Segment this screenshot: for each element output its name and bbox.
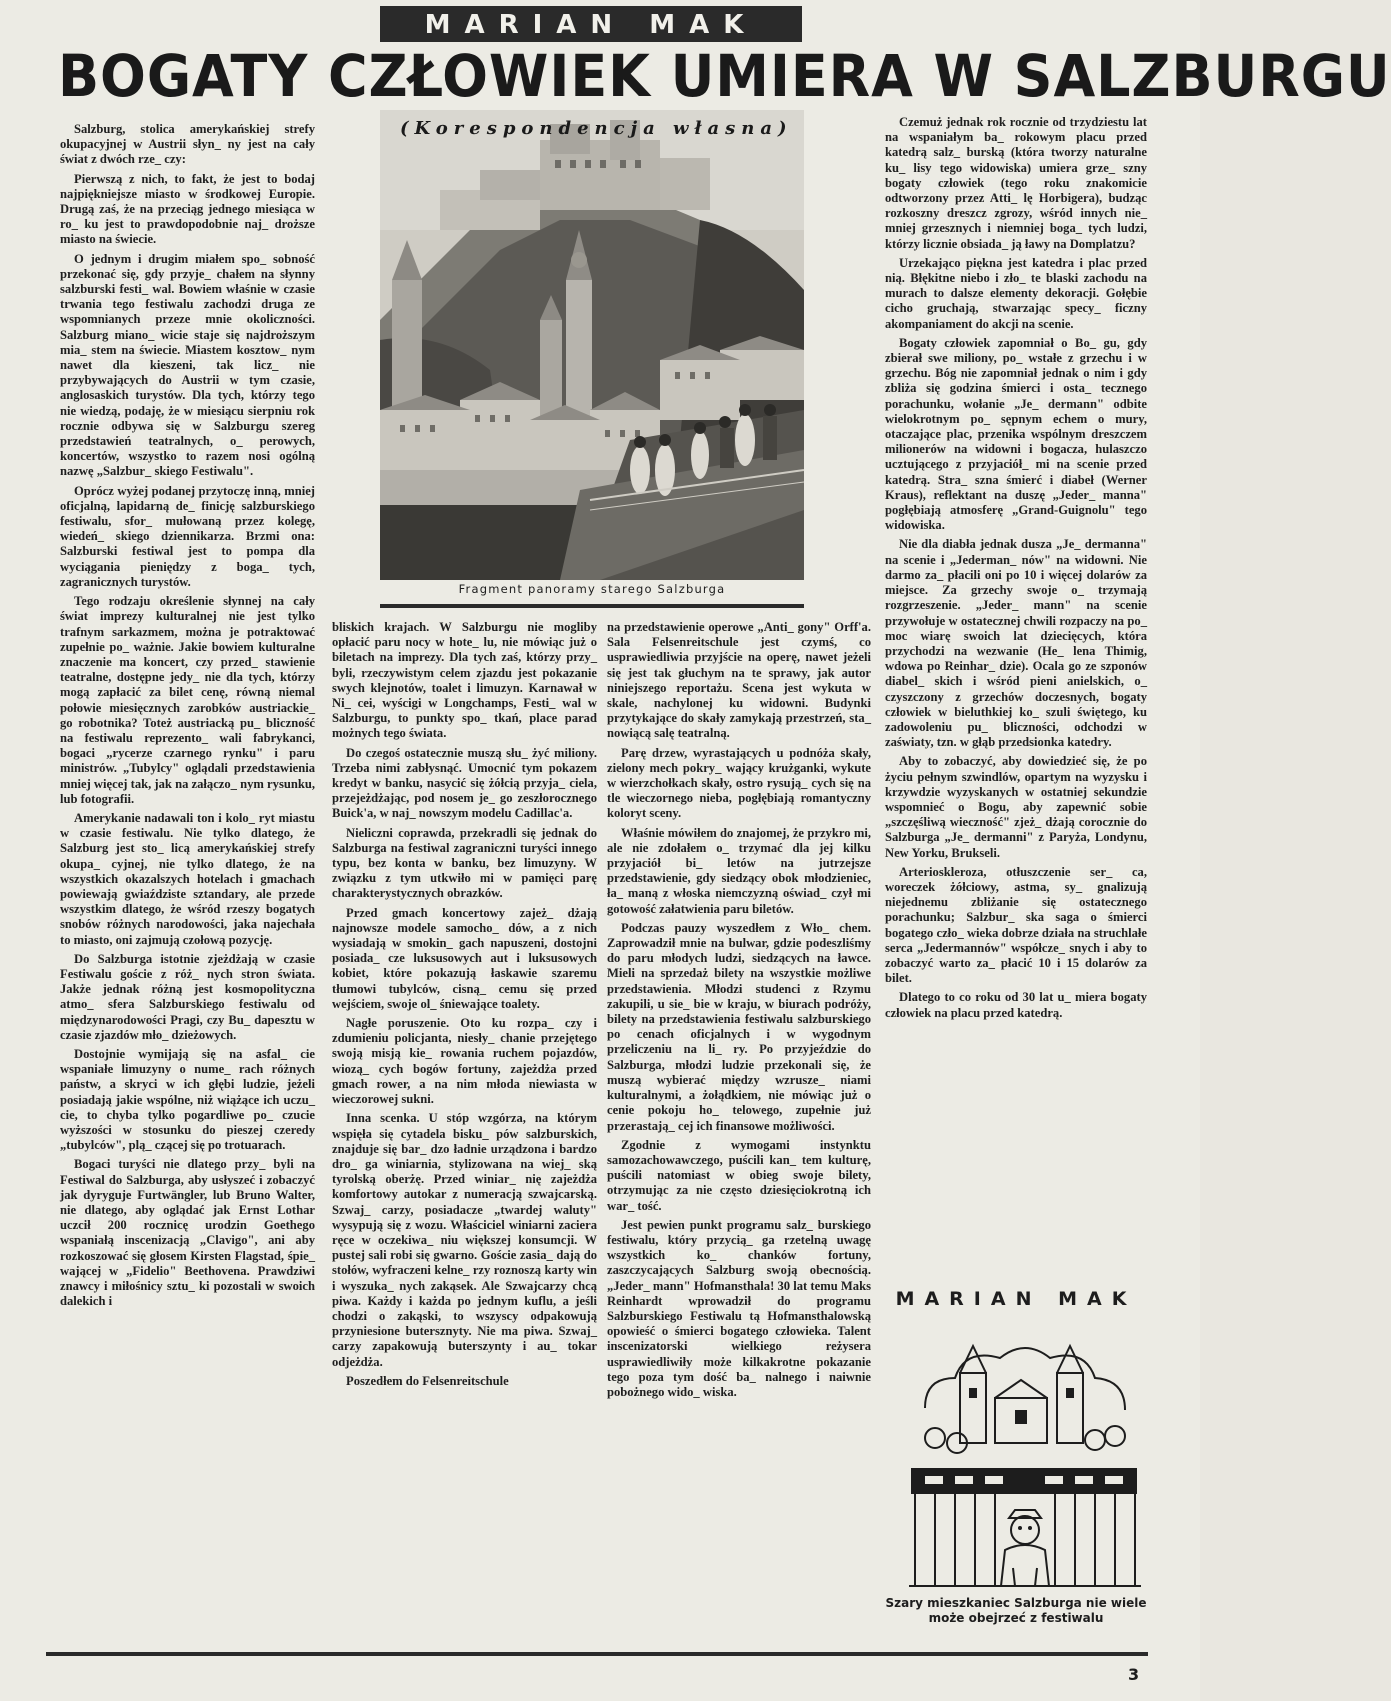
paragraph: Urzekająco piękna jest katedra i plac przed nią. Błękitne niebo i zło_ te blaski zachodu na murach to dalsze elementy dekoracji. Gołębie cicho gruchają, stwarzając specy_ ficzny akompaniament do akcji na scenie. bbox=[885, 255, 1147, 331]
subtitle: (Korespondencja własna) bbox=[400, 118, 793, 139]
illustration-caption: Szary mieszkaniec Salzburga nie wiele może obejrzeć z festiwalu bbox=[885, 1596, 1147, 1625]
paragraph: Pierwszą z nich, to fakt, że jest to bodaj najpiękniejsze miasto w środkowej Europie. Drugą zaś, że na przeciąg jednego miesiąca w ro_ ku jest to prawdopodobnie naj_ droższe miasto na świecie. bbox=[60, 171, 315, 247]
column-1 bbox=[60, 122, 315, 1652]
paragraph: Właśnie mówiłem do znajomej, że przykro mi, ale nie zdołałem o_ trzymać dla jej kilku przyjaciół bi_ letów na jutrzejsze przedstawienie, gdy siedzący obok młodzieniec, ła_ maną z włoska niemczyzną oświad_ czył mi gotowość załatwienia paru biletów. bbox=[607, 825, 871, 916]
paragraph: Oprócz wyżej podanej przytoczę inną, mniej oficjalną, lapidarną de_ finicję salzburskiego festiwalu, sfor_ mułowaną przez kolegę, wiedeń_ skiego dziennikarza. Brzmi ona: Salzburski festiwal jest to pompa dla wyciągania pieniędzy z boga_ tych, zagranicznych turystów. bbox=[60, 483, 315, 589]
paragraph: Tego rodzaju określenie słynnej na cały świat imprezy kulturalnej nie jest tylko trafnym sarkazmem, można je potraktować zupełnie po_ ważnie. Jakie bowiem kulturalne znaczenie ma koncert, czy przed_ stawienie teatralne, dostępne jedy_ nie dla tych, którzy mogą zapłacić za bilet cenę, równą niemal połowie miesięcznych zarobków austriackie_ go robotnika? Toteż austriacką pu_ bliczność na festiwalu reprezento_ wali fabrykanci, bogaci „rycerze czarnego rynku" i paru ministrów. „Tubylcy" oglądali przedstawienia mniej więcej tak, jak na załączo_ nym rysunku, lub fotografii. bbox=[60, 594, 316, 806]
paragraph: Jest pewien punkt programu salz_ burskiego festiwalu, który przycią_ ga rzetelną uwagę wszystkich ko_ chanków fortuny, zaszczycających Salzburg swoją obecnością. „Jeder_ mann" Hofmansthala! 30 lat temu Maks Reinhardt wprowadził do programu Salzburskiego Festiwalu tą Hofmansthalowską opowieść o śmierci bogatego człowieka. Talent inscenizatorski wielkiego reżysera usprawiedliwiły może kilkakrotne pokazanie tego poza tym dość ba_ nalnego i naiwnie pobożnego wido_ wiska. bbox=[607, 1217, 871, 1399]
paragraph: Nieliczni coprawda, przekradli się jednak do Salzburga na festiwal zagraniczni turyści innego typu, bez konta w banku, bez limuzyny. W związku z tym utkwiło mi w pamięci parę charakterystycznych obrazków. bbox=[332, 825, 597, 901]
paragraph: Podczas pauzy wyszedłem z Wło_ chem. Zaprowadził mnie na bulwar, gdzie podeszliśmy do paru młodych ludzi, siedzących na ławce. Mieli na sprzedaż bilety na wszystkie możliwe przedstawienia. Młodzi studenci z Rzymu zakupili, u sie_ bie w kraju, w biurach podróży, bilety na przedstawienia festiwalu salzburskiego po cenach oficjalnych i w wygodnym przeliczeniu na li_ ry. Po przyjeździe do Salzburga, młodzi ludzie przekonali się, że muszą wybierać między wzrusze_ niami kulturalnymi, a żołądkiem, nie mówiąc już o cenie pokoju ho_ telowego, zupełnie już przerastają_ cej ich finansowe możliwości. bbox=[607, 920, 871, 1133]
column-4 bbox=[885, 115, 1147, 1275]
paragraph: Amerykanie nadawali ton i kolo_ ryt miastu w czasie festiwalu. Nie tylko dlatego, że Salzburg jest sto_ licą amerykańskiej strefy okupa_ cyjnej, nie tylko dlatego, że na wszystkich okazalszych hotelach i gmachach powiewają gwiaździste sztandary, ale przede wszystkim dlatego, że wśród rzeszy bogatych snobów różnych narodowości, jaka najechała to miasto, oni zajmują czołową pozycję. bbox=[60, 810, 315, 947]
paragraph: Zgodnie z wymogami instynktu samozachowawczego, puścili kan_ tem kulturę, puścili natomiast w obieg swoje bilety, otrzymując za nie często dziesięciokrotną ich war_ tość. bbox=[607, 1137, 871, 1213]
paragraph: Do czegoś ostatecznie muszą słu_ żyć miliony. Trzeba nimi zabłysnąć. Umocnić tym pokazem kredyt w banku, nasycić się żółcią przyja_ ciela, przejeżdżając, pod nosem je_ go zeszłorocznego Buick'a, w naj_ nowszym modelu Cadillac'a. bbox=[332, 745, 597, 821]
paragraph: Czemuż jednak rok rocznie od trzydziestu lat na wspaniałym ba_ rokowym placu przed katedrą salz_ burską (która tworzy naturalne ku_ lisy tego widowiska) umiera grze_ szny bogaty człowiek (tego roku znakomicie odtworzony przez Atti_ lę Horbigera), budząc rozkoszny dreszcz zgrozy, wśród innych nie_ mniej grzesznych i niemniej boga_ tych ludzi, którzy licznie obsiada_ ją ławy na Domplatzu? bbox=[885, 115, 1147, 251]
salzburg-panorama-photo bbox=[380, 110, 804, 580]
paragraph: Salzburg, stolica amerykańskiej strefy okupacyjnej w Austrii słyn_ ny jest na cały świat z dwóch rze_ czy: bbox=[60, 122, 315, 167]
paragraph: Nie dla diabła jednak dusza „Je_ dermanna" na scenie i „Jederman_ nów" na widowni. Nie darmo za_ płacili oni po 10 i więcej dolarów za miejsce. Za grzechy swoje o_ trzymają rozgrzeszenie. „Jeder_ mann" na scenie przywołuje w ostatecznej chwili rozpaczy na po_ moc wiarę swoich lat dziecięcych, która przychodzi na wezwanie (He_ lena Thimig, wdowa po Reinhar_ dzie). Ocala go ze szponów diabel_ skich i wśród pieni anielskich, o_ czyszczony z grzechów doczesnych, bogaty człowiek w bieluthkiej ko_ szuli świętego, ku zadowoleniu pu_ bliczności, odchodzi w zaświaty, tzn. w głąb przedsionka katedry. bbox=[885, 537, 1147, 750]
paragraph: Arterioskleroza, otłuszczenie ser_ ca, woreczek żółciowy, astma, sy_ gnalizują niejednemu zbliżanie się ostatecznego porachunku; Salzbur_ ska saga o śmierci bogatego czło_ wieka dobrze działa na struchlałe serca „Jedermannów" współcze_ snych i aby to zobaczyć warto za_ płacić 10 i 15 dolarów za bilet. bbox=[885, 864, 1147, 986]
paragraph: Aby to zobaczyć, aby dowiedzieć się, że po życiu pełnym szwindlów, opartym na wyzysku i krzywdzie wyzyskanych w ostatniej sekundzie wspomnieć o Bogu, aby zapewnić sobie „szczęśliwą wieczność" zjeż_ dżają corocznie do Salzburga „Je_ dermanni" z Paryża, Londynu, New Yorku, Brukseli. bbox=[885, 754, 1147, 860]
photo-caption: Fragment panoramy starego Salzburga bbox=[458, 582, 726, 596]
paragraph: Parę drzew, wyrastających u podnóża skały, zielony mech pokry_ wający krużganki, wykute w wierzchołkach skały, ostro rysują_ cych się na tle wieczornego nieba, pogłębiają romantyczny koloryt sceny. bbox=[607, 745, 871, 821]
paragraph: na przedstawienie operowe „Anti_ gony" Orff'a. Sala Felsenreitschule jest czymś, co usprawiedliwia przyjście na operę, nawet jeżeli się jest tak głuchym na te sprawy, jak autor niniejszego reportażu. Scena jest wykuta w skale, nachylonej ku widowni. Budynki przytykające do skały zamykają przestrzeń, sta_ nowiącą salę teatralną. bbox=[607, 620, 871, 741]
author-banner: MARIAN MAK bbox=[380, 6, 802, 42]
headline: BOGATY CZŁOWIEK UMIERA W SALZBURGU bbox=[58, 42, 1391, 110]
paragraph: Do Salzburga istotnie zjeżdżają w czasie Festiwalu goście z róż_ nych stron świata. Jakże jednak różną jest kosmopolityczna atmo_ sfera Salzburskiego festiwalu od międzynarodowości Pragi, czy Bu_ dapesztu w czasie zjazdów mło_ dzieżowych. bbox=[60, 951, 315, 1042]
bottom-divider bbox=[46, 1652, 1148, 1656]
paragraph: Dostojnie wymijają się na asfal_ cie wspaniałe limuzyny o nume_ rach różnych państw, a skryci w ich głębi ludzie, jeżeli posiadają jakie wspólne, niż wiążące ich uczu_ cie, to chyba tylko pogardliwe po_ czucie wyższości w stosunku do pieszej czeredy „tubylców", plą_ czącej się po trotuarach. bbox=[60, 1046, 315, 1153]
paragraph: Dlatego to co roku od 30 lat u_ miera bogaty człowiek na placu przed katedrą. bbox=[885, 990, 1147, 1020]
page-number: 3 bbox=[1128, 1665, 1140, 1684]
salzburg-drawing bbox=[905, 1318, 1143, 1590]
paragraph: Bogaty człowiek zapomniał o Bo_ gu, gdy zbierał swe miliony, po_ wstałe z grzechu i w grzechu. Bóg nie zapomniał jednak o nim i gdy zbliża się godzina śmierci i osta_ tecznego porachunku, wołanie „Je_ dermann" odbite wielokrotnym po_ sępnym echem o mury, otaczające plac, przenika wspólnym dreszczem milionerów na widowni i bogacza, hulaszczo ucztującego z przyjaciół_ mi na scenie przed katedrą. Stra_ szna śmierć i diabeł (Werner Kraus), reflektant na duszę „Jeder_ manna" pogłębiają atmosferę „Grand-Guignolu" tego widowiska. bbox=[885, 335, 1147, 533]
paragraph: Inna scenka. U stóp wzgórza, na którym wspięła się cytadela bisku_ pów salzburskich, znajduje się bar_ dzo ładnie urządzona i bardzo dro_ ga winiarnia, stylizowana na wiej_ ską tyrolską oberżę. Przed winiar_ nię zajeżdża komfortowy autokar z numeracją szwajcarską. Szwaj_ carzy, posiadacze „twardej waluty" wysypują się z wozu. Właściciel winiarni zaciera ręce w oczekiwa_ niu większej konsumcji. W pustej sali robi się gwarno. Goście zasia_ dają do stołów, wyfraczeni kelne_ rzy roznoszą karty win i wyszuka_ nych zakąsek. Ale Szwajcarzy chcą piwa. Każdy i każda po jednym kuflu, a jeśli chodzi o zakąski, to wszyscy odpakowują przyniesione butersznyty. Nie ma piwa. Szwaj_ carzy zapakowują buterszynty i au_ tokar odjeżdża. bbox=[332, 1111, 597, 1369]
column-2 bbox=[332, 620, 597, 1650]
photo-divider bbox=[380, 604, 804, 608]
paragraph: O jednym i drugim miałem spo_ sobność przekonać się, gdy przyje_ chałem na słynny salzburski festi_ wal. Bowiem właśnie w czasie trwania tego festiwalu zachodzi druga ze wspomnianych przeze mnie okoliczności. Salzburg miano_ wicie staje się najdroższym mia_ stem na świecie. Miastem kosztow_ nym nawet dla kieszeni, tak licz_ nie przybywających do Austrii w tym czasie, anglosaskich turystów. Dla tych, którzy tego nie wiedzą, podaję, że w miesiącu sierpniu rok rocznie odbywa się w Salzburgu szereg przedstawień teatralnych, o_ perowych, koncertów, wszystko to razem nosi ogólną nazwę „Salzbur_ skiego Festiwalu". bbox=[60, 251, 315, 479]
paragraph: Bogaci turyści nie dlatego przy_ byli na Festiwal do Salzburga, aby usłyszeć i zobaczyć jak dyryguje Furtwängler, lub Bruno Walter, nie dlatego, aby oglądać jak Ernst Lothar uczcił 200 rocznicę urodzin Goethego wspaniałą inscenizacją „Clavigo", ani aby rozkoszować się głosem Kirsten Flagstad, śpie_ wającej w „Fidelio" Beethovena. Prawdziwi znawcy i miłośnicy sztu_ ki pozostali w swoich dalekich i bbox=[60, 1157, 315, 1309]
column-3 bbox=[607, 620, 871, 1650]
paragraph: Poszedłem do Felsenreitschule bbox=[346, 1373, 509, 1388]
paragraph: bliskich krajach. W Salzburgu nie mogliby opłacić paru nocy w hote_ lu, nie mówiąc już o biletach na imprezy. Dla tych zaś, którzy przy_ byli, rzeczywistym celem zjazdu jest pokazanie swych klejnotów, toalet i limuzyn. Karnawał w Ni_ cei, wyścigi w Longchamps, Festi_ wal w Salzburgu, to punkty spo_ tkań, place parad możnych tego świata. bbox=[332, 620, 597, 741]
paragraph: Przed gmach koncertowy zajeż_ dżają najnowsze modele samocho_ dów, a z nich wysiadają w smokin_ gach napuszeni, dostojni posiada_ cze luksusowych aut i luksusowych kobiet, które pokazują łaskawie szaremu tłumowi tubylców, cisną_ cemu się przed wejściem, swoje ol_ śniewające toalety. bbox=[332, 905, 597, 1011]
author-signature: MARIAN MAK bbox=[895, 1288, 1137, 1310]
paragraph: Nagłe poruszenie. Oto ku rozpa_ czy i zdumieniu policjanta, niesły_ chanie przejętego swoją misją kie_ rowania ruchem pojazdów, wiozą_ cych bogów fortuny, zajeżdża przed gmach rower, a na nim młoda niewiasta w wieczorowej sukni. bbox=[332, 1016, 597, 1107]
